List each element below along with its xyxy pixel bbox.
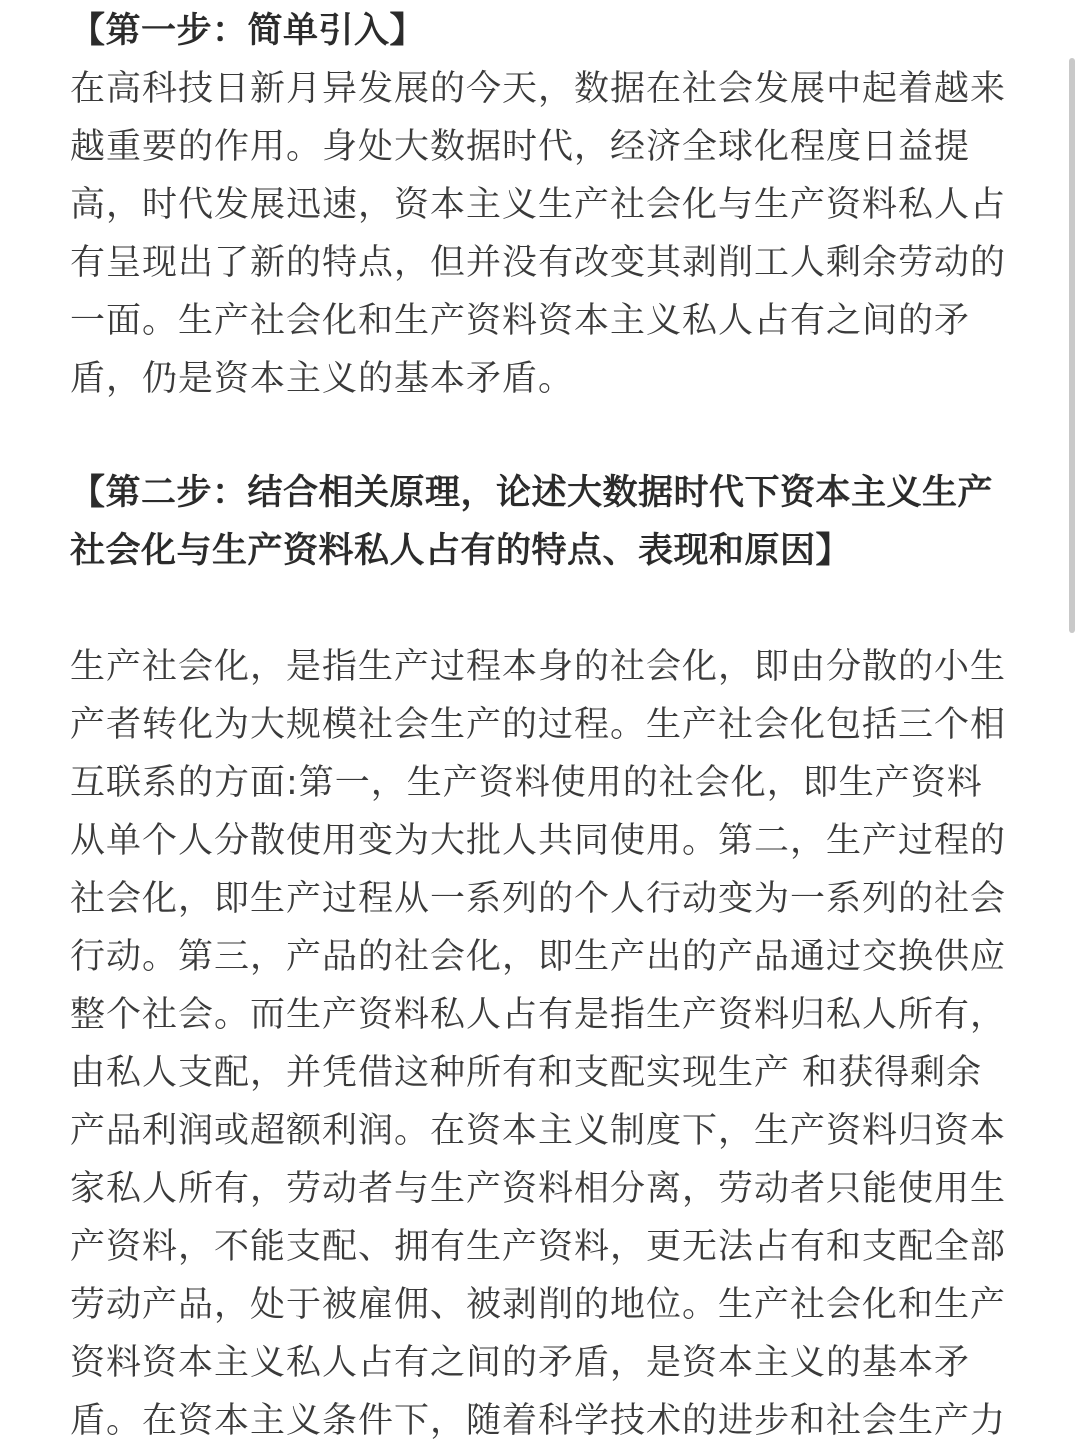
section-heading-step-one: 【第一步：简单引入】 xyxy=(70,11,426,51)
vertical-scrollbar[interactable] xyxy=(1069,58,1075,633)
section-body-step-one: 在高科技日新月异发展的今天，数据在社会发展中起着越来越重要的作用。身处大数据时代，经济全球化程度日益提高，时代发展迅速，资本主义生产社会化与生产资料私人占有呈现出了新的特点，但并没有改变其剥削工人剩余劳动的一面。生产社会化和生产资料资本主义私人占有之间的矛盾，仍是资本主义的基本矛盾。 xyxy=(70,69,1007,399)
section-body-step-two: 生产社会化，是指生产过程本身的社会化，即由分散的小生产者转化为大规模社会生产的过程。生产社会化包括三个相互联系的方面:第一，生产资料使用的社会化，即生产资料从单个人分散使用变为大批人共同使用。第二，生产过程的社会化，即生产过程从一系列的个人行动变为一系列的社会行动。第三，产品的社会化，即生产出的产品通过交换供应整个社会。而生产资料私人占有是指生产资料归私人所有，由私人支配，并凭借这种所有和支配实现生产 和获得剩余产品利润或超额利润。在资本主义制度下，生产资料归资本家私人所有，劳动者与生产资料相分离，劳动者只能使用生产资料，不能支配、拥有生产资料，更无法占有和支配全部劳动产品，处于被雇佣、被剥削的地位。生产社会化和生产资料资本主义私人占有之间的矛盾，是资本主义的基本矛盾。在资本主义条件下，随着科学技术的进步和社会生产力 xyxy=(70,647,1007,1441)
section-heading-step-two: 【第二步：结合相关原理，论述大数据时代下资本主义生产社会化与生产资料私人占有的特点、表现和原因】 xyxy=(70,473,994,571)
